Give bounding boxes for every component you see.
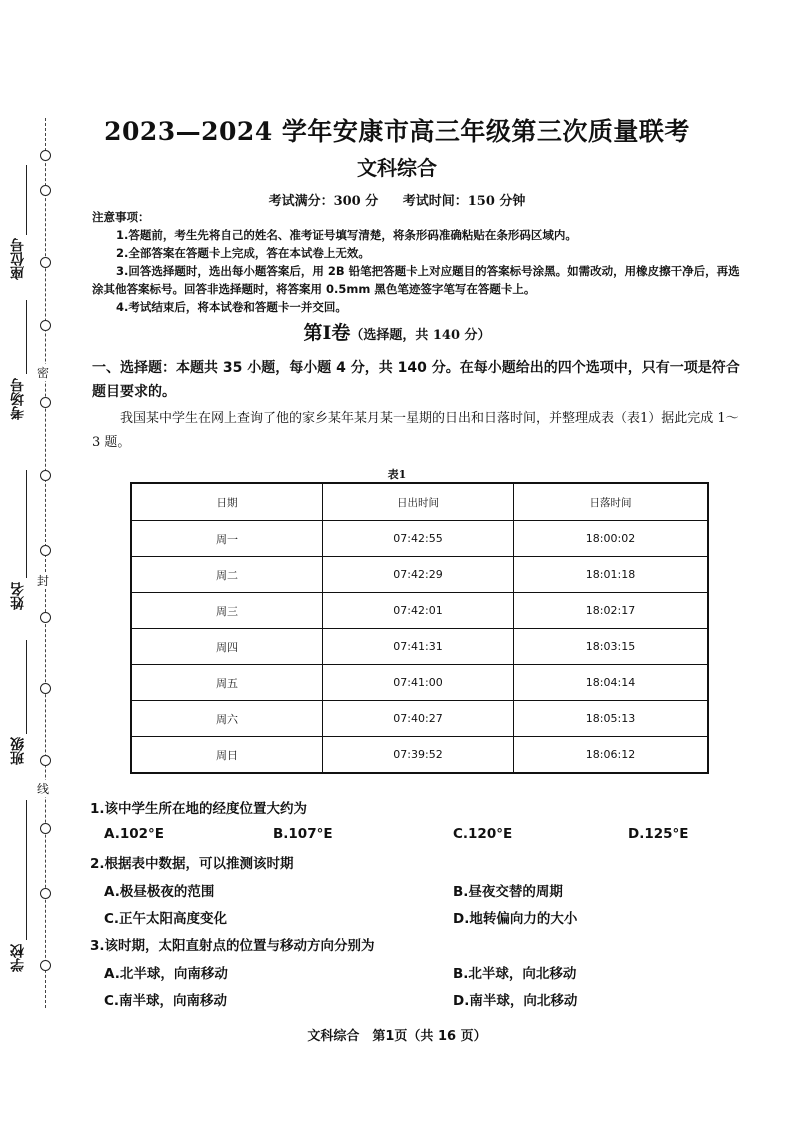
seat-number-label: 座位号	[10, 238, 26, 280]
binding-hole	[40, 888, 51, 899]
table-cell: 18:03:15	[514, 629, 709, 665]
binding-hole	[40, 755, 51, 766]
table-cell: 07:42:29	[323, 557, 514, 593]
table-cell: 07:41:31	[323, 629, 514, 665]
question-3-option-b: B.北半球，向北移动	[453, 966, 577, 982]
page-footer: 文科综合 第1页（共 16 页）	[307, 1029, 487, 1044]
table-header-cell: 日出时间	[323, 483, 514, 521]
table-caption: 表1	[387, 468, 407, 481]
table-cell: 18:01:18	[514, 557, 709, 593]
table-cell: 07:42:55	[323, 521, 514, 557]
notes-heading: 注意事项：	[92, 210, 150, 224]
full-score: 考试满分：300 分	[268, 194, 379, 209]
table-cell: 周日	[131, 737, 323, 774]
binding-hole	[40, 257, 51, 268]
exam-time: 考试时间：150 分钟	[402, 194, 526, 209]
table-row	[131, 737, 708, 774]
table-row	[131, 521, 708, 557]
note-item: 1.答题前，考生先将自己的姓名、准考证号填写清楚，将条形码准确粘贴在条形码区域内。	[116, 228, 577, 242]
seal-word-mi: 密	[37, 366, 50, 380]
exam-room-label: 考场号	[10, 378, 26, 420]
table-cell: 周一	[131, 521, 323, 557]
section-note: （选择题，共 140 分）	[350, 328, 491, 343]
notes-block	[92, 208, 742, 316]
table-cell: 07:40:27	[323, 701, 514, 737]
table-cell: 周四	[131, 629, 323, 665]
question-3-option-c: C.南半球，向南移动	[104, 993, 228, 1009]
school-line	[26, 800, 27, 940]
binding-hole	[40, 823, 51, 834]
question-1-option-b: B.107°E	[273, 826, 333, 842]
question-2-option-c: C.正午太阳高度变化	[104, 911, 228, 927]
school-label: 学校	[10, 944, 26, 972]
table-cell: 周三	[131, 593, 323, 629]
note-item: 2.全部答案在答题卡上完成，答在本试卷上无效。	[116, 246, 370, 260]
table-row	[131, 593, 708, 629]
table-cell: 18:06:12	[514, 737, 709, 774]
table-cell: 07:41:00	[323, 665, 514, 701]
table-cell: 07:39:52	[323, 737, 514, 774]
question-1-option-c: C.120°E	[453, 826, 513, 842]
sunrise-sunset-table	[130, 482, 709, 774]
binding-dashed-line	[45, 118, 46, 1008]
table-cell: 周五	[131, 665, 323, 701]
question-1-stem: 1.该中学生所在地的经度位置大约为	[90, 801, 308, 817]
question-2-option-b: B.昼夜交替的周期	[453, 884, 563, 900]
table-row	[131, 701, 708, 737]
name-label: 姓名	[10, 582, 26, 610]
table-header-cell: 日落时间	[514, 483, 709, 521]
section-name: 第Ⅰ卷	[303, 322, 351, 344]
binding-hole	[40, 545, 51, 556]
question-1-option-d: D.125°E	[628, 826, 689, 842]
name-line	[26, 470, 27, 578]
binding-hole	[40, 397, 51, 408]
table-row	[131, 557, 708, 593]
class-label: 班级	[10, 737, 26, 765]
table-header-cell: 日期	[131, 483, 323, 521]
exam-title: 2023—2024 学年安康市高三年级第三次质量联考	[104, 117, 690, 146]
section-title	[0, 318, 794, 345]
table-cell: 18:00:02	[514, 521, 709, 557]
question-intro: 我国某中学生在网上查询了他的家乡某年某月某一星期的日出和日落时间，并整理成表（表1）据此完成 1～3 题。	[92, 411, 739, 450]
table-cell: 18:04:14	[514, 665, 709, 701]
seal-word-feng: 封	[37, 574, 50, 588]
table-header-row	[131, 483, 708, 521]
question-1-option-a: A.102°E	[104, 826, 164, 842]
table-cell: 18:02:17	[514, 593, 709, 629]
question-3-option-d: D.南半球，向北移动	[453, 993, 578, 1009]
note-item: 4.考试结束后，将本试卷和答题卡一并交回。	[116, 300, 347, 314]
table-cell: 07:42:01	[323, 593, 514, 629]
question-3-option-a: A.北半球，向南移动	[104, 966, 228, 982]
binding-hole	[40, 683, 51, 694]
subject-title: 文科综合	[357, 156, 437, 180]
class-line	[26, 640, 27, 734]
question-type-header: 一、选择题：本题共 35 小题，每小题 4 分，共 140 分。在每小题给出的四个选项中，只有一项是符合题目要求的。	[92, 360, 740, 400]
exam-meta	[0, 190, 794, 209]
table-cell: 周二	[131, 557, 323, 593]
question-2-option-d: D.地转偏向力的大小	[453, 911, 578, 927]
table-row	[131, 665, 708, 701]
question-2-option-a: A.极昼极夜的范围	[104, 884, 215, 900]
seal-word-xian: 线	[37, 782, 50, 796]
question-3-stem: 3.该时期，太阳直射点的位置与移动方向分别为	[90, 938, 375, 954]
note-item: 3.回答选择题时，选出每小题答案后，用 2B 铅笔把答题卡上对应题目的答案标号涂黑。如需改动，用橡皮擦干净后，再选涂其他答案标号。回答非选择题时，将答案用 0.5mm 黑色笔迹签字笔写在答题卡上。	[92, 264, 740, 296]
table-cell: 18:05:13	[514, 701, 709, 737]
table-cell: 周六	[131, 701, 323, 737]
binding-hole	[40, 960, 51, 971]
table-row	[131, 629, 708, 665]
question-2-stem: 2.根据表中数据，可以推测该时期	[90, 856, 294, 872]
binding-hole	[40, 612, 51, 623]
